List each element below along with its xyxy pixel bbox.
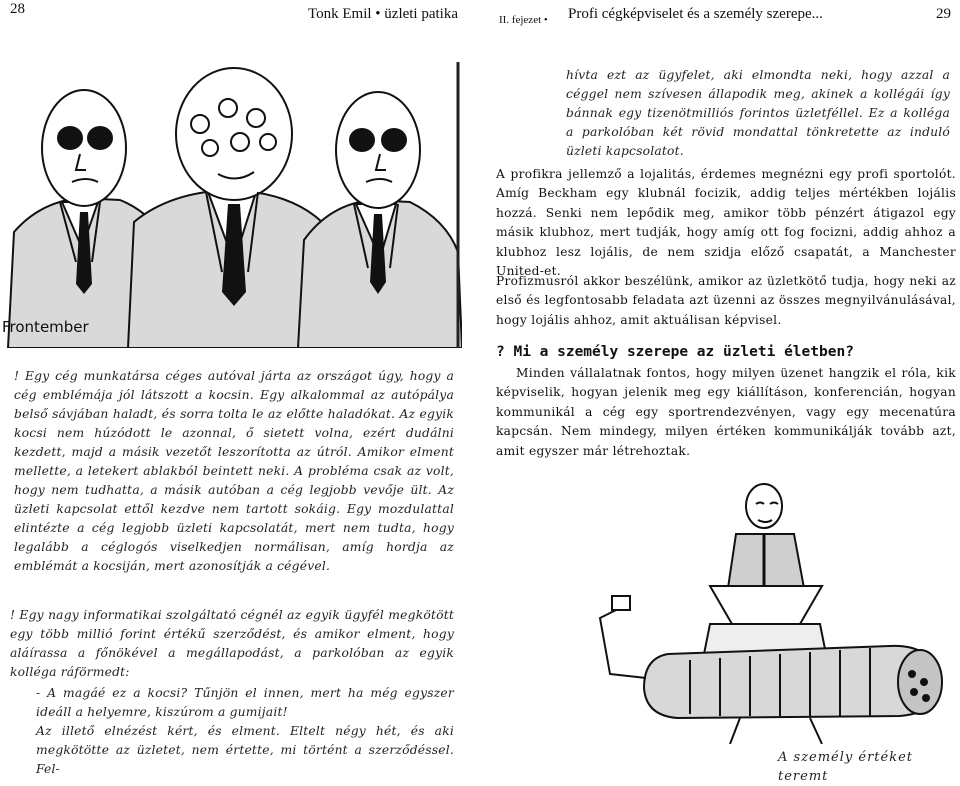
cartoon-caption-frontember: Frontember: [2, 318, 89, 336]
story2-end: Az illető elnézést kért, és elment. Eltelt négy hét, és aki megkötötte az üzletet, nem értette, mi történt a szerződéssel. Fel-: [36, 724, 454, 776]
paragraph-professionalism: Profizmusról akkor beszélünk, amikor az üzletkötő tudja, hogy neki az első és legfontosabb feladata azt üzenni az összes megnyilvánulásával, hogy lojális ahhoz, amit aktuálisan képvisel.: [496, 274, 956, 327]
left-running-title: Tonk Emil • üzleti patika: [308, 6, 458, 22]
left-page-number: 28: [10, 1, 25, 17]
story1-paragraph: ! Egy cég munkatársa céges autóval járta az országot úgy, hogy a cég emblémája jól látszott a kocsin. Egy alkalommal az autópálya belső sávjában haladt, és sorra tolta le az előtte haladókat. Az egyik kocsi nem húzódott le azonnal, ő sietett volna, ezért dudálni kezdett, majd a másik vezetőt leszorította az útról. Amikor elment mellette, a letekert ablakból beintett neki. A probléma csak az volt, hogy nem tudhatta, a másik autóban a cég legjobb vevője ült. Az üzleti kapcsolat ettől kezdve nem tartott sokáig. Egy mozdulattal elintézte a cég legjobb üzleti kapcsolatát, mert nem tudta, hogy legalább a céglogós viselkedjen normálisan, amíg hordja az emblémát a kocsiján, mert azonosítják a cégével.: [14, 369, 454, 573]
cartoon-caption-value: A személy értéket teremt: [778, 750, 914, 784]
right-page-number: 29: [936, 6, 951, 22]
right-running-title: Profi cégképviselet és a személy szerepe...: [568, 6, 823, 22]
story2-quote: - A magáé ez a kocsi? Tűnjön el innen, mert ha még egyszer ideáll a helyemre, kiszúrom a gumijait!: [36, 686, 454, 719]
cartoon-meat-grinder: [560, 468, 960, 744]
paragraph-loyalty: A profikra jellemző a lojalitás, érdemes megnézni egy profi sportolót. Amíg Beckham egy klubnál focizik, addig teljes mértékben lojális hozzá. Senki nem lepődik meg, amikor több pénzért átigazol egy másik klubhoz, mert tudják, hogy amíg ott fog focizni, addig ahhoz a klubhoz lesz lojális, de nem szidja előző csapatát, a Manchester United-et.: [496, 167, 956, 279]
section-heading: ? Mi a személy szerepe az üzleti életben?: [496, 344, 854, 360]
cartoon-frontember: [0, 62, 462, 348]
cartoon-three-businessmen: [0, 62, 462, 348]
story2-paragraph: ! Egy nagy informatikai szolgáltató cégnél az egyik ügyfél megkötött egy több millió forint értékű szerződést, és amikor elment, hogy aláírassa a főnökével a megállapodást, a parkolóban az egyik kolléga ráförmedt:: [10, 608, 454, 679]
cartoon-person-in-grinder: [560, 468, 960, 744]
paragraph-company-message: Minden vállalatnak fontos, hogy milyen üzenet hangzik el róla, kik képviselik, hogyan jelenik meg egy kiállításon, konferencián, hogyan kommunikál a cég egy sportrendezvényen, vagy egy mecenatúra kapcsán. Nem mindegy, milyen értéken kommunikálják tovább azt, amit egyszer már létrehoztak.: [496, 366, 956, 458]
chapter-label: II. fejezet •: [499, 14, 548, 26]
italic-continuation: hívta ezt az ügyfelet, aki elmondta neki, hogy azzal a céggel nem szívesen állapodik meg, akinek a kollégái így bánnak egy tizenötmilliós forintos üzletféllel. Ez a kolléga a parkolóban két rövid mondattal tönkretette az induló üzleti kapcsolatot.: [566, 68, 950, 158]
